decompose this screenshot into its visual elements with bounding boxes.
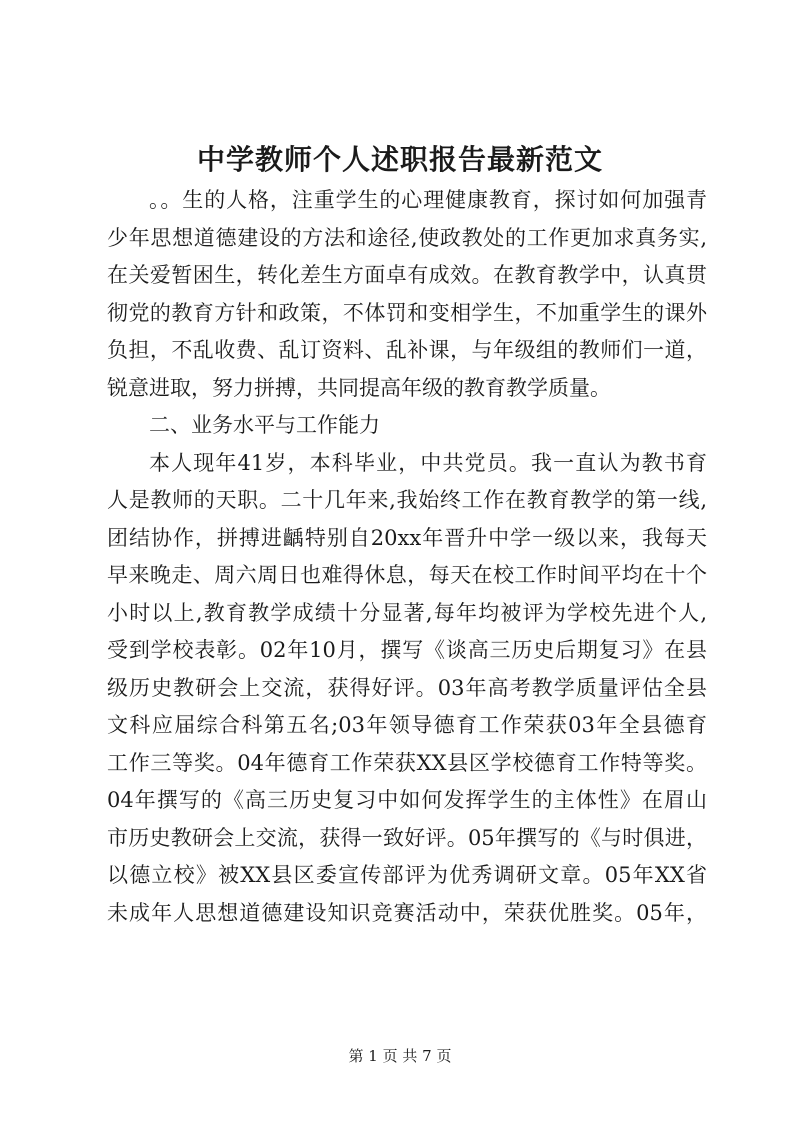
text-line: 在关爱暂困生，转化差生方面卓有成效。在教育教学中，认真贯 xyxy=(107,263,707,287)
text-line: 工作三等奖。04年德育工作荣获XX县区学校德育工作特等奖。 xyxy=(107,750,707,775)
text-line: 级历史教研会上交流，获得好评。03年高考教学质量评估全县 xyxy=(107,675,707,700)
text-line: 小时以上,教育教学成绩十分显著,每年均被评为学校先进个人, xyxy=(107,600,707,625)
text-line: 以德立校》被XX县区委宣传部评为优秀调研文章。05年XX省 xyxy=(107,863,707,887)
text-line: 本人现年41岁，本科毕业，中共党员。我一直认为教书育 xyxy=(149,450,707,475)
page-title: 中学教师个人述职报告最新范文 xyxy=(196,143,603,176)
text-line: 04年撰写的《高三历史复习中如何发挥学生的主体性》在眉山 xyxy=(107,788,707,812)
text-line: 少年思想道德建设的方法和途径,使政教处的工作更加求真务实, xyxy=(107,225,707,250)
text-line: 彻党的教育方针和政策，不体罚和变相学生，不加重学生的课外 xyxy=(107,300,707,325)
text-line: 团结协作，拼搏进齲特别自20xx年晋升中学一级以来，我每天 xyxy=(107,525,707,550)
text-line: 负担，不乱收费、乱订资料、乱补课，与年级组的教师们一道， xyxy=(107,338,707,362)
text-line: 。。生的人格，注重学生的心理健康教育，探讨如何加强青 xyxy=(149,188,707,212)
text-line: 人是教师的天职。二十几年来,我始终工作在教育教学的第一线, xyxy=(107,488,707,512)
text-line: 锐意进取，努力拼搏，共同提高年级的教育教学质量。 xyxy=(107,375,611,400)
section-heading: 二、业务水平与工作能力 xyxy=(149,413,380,437)
text-line: 文科应届综合科第五名;03年领导德育工作荣获03年全县德育 xyxy=(107,713,707,737)
text-line: 市历史教研会上交流，获得一致好评。05年撰写的《与时俱进， xyxy=(107,825,707,850)
text-line: 未成年人思想道德建设知识竞赛活动中，荣获优胜奖。05年， xyxy=(107,900,707,925)
text-line: 早来晚走、周六周日也难得休息，每天在校工作时间平均在十个 xyxy=(107,563,707,587)
body-text xyxy=(107,182,707,932)
page-footer: 第 1 页 共 7 页 xyxy=(348,1047,452,1065)
text-line: 受到学校表彰。02年10月，撰写《谈高三历史后期复习》在县 xyxy=(107,638,707,662)
